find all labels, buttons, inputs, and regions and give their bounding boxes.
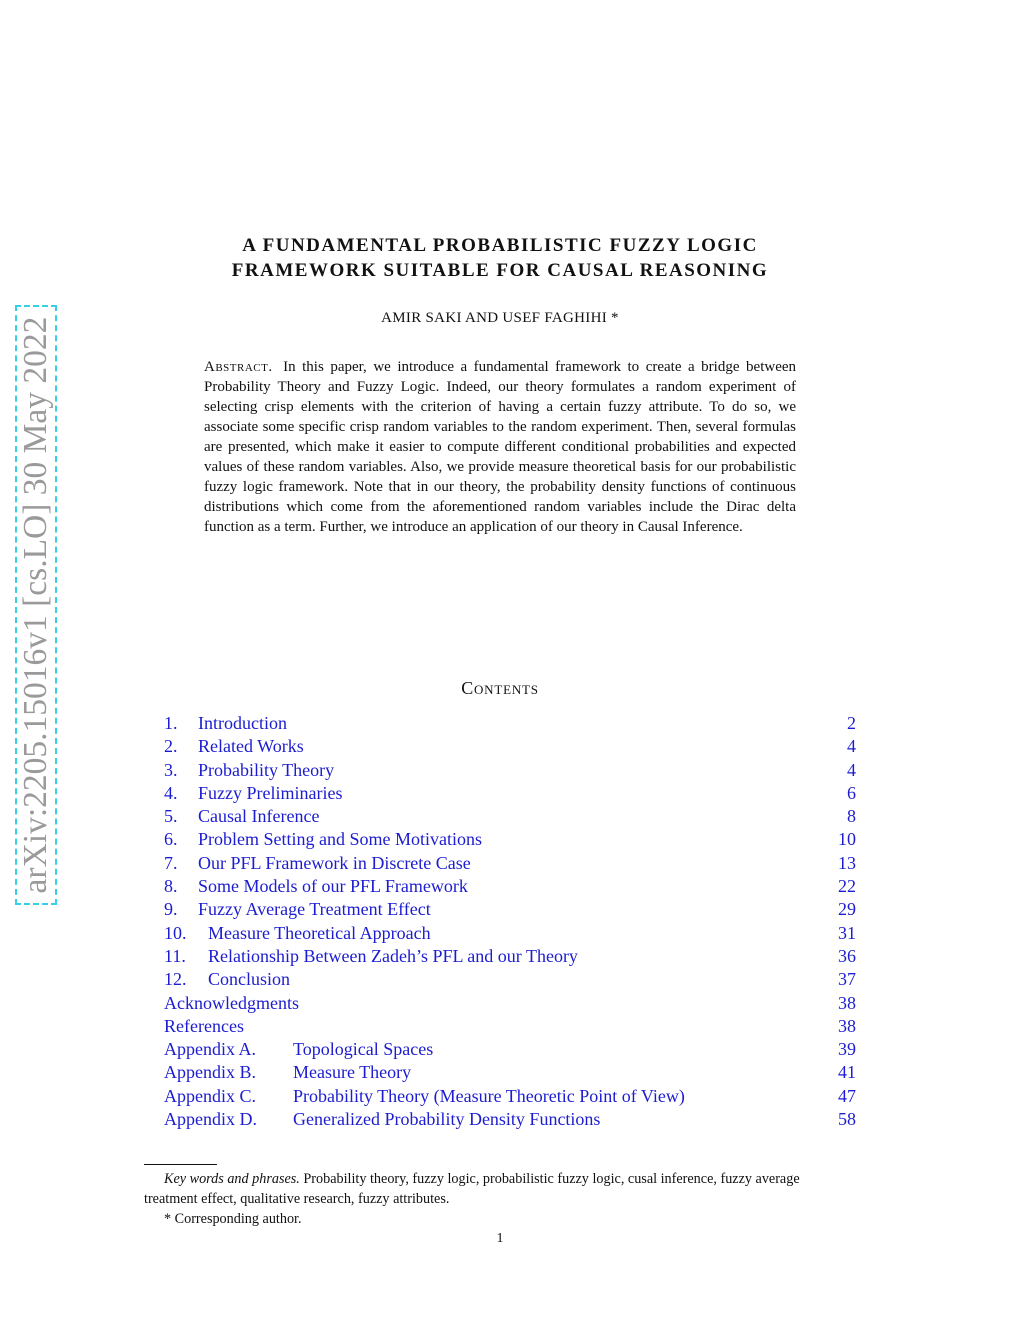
toc-entry[interactable]: [164, 922, 856, 945]
toc-entry-page[interactable]: 10: [838, 829, 856, 850]
toc-entry[interactable]: [164, 1015, 856, 1038]
footnote-corresponding: * Corresponding author.: [164, 1211, 302, 1227]
page-number: 1: [496, 1231, 504, 1246]
footnote-rule: [144, 1164, 217, 1165]
toc-entry-number[interactable]: 1.: [164, 713, 178, 733]
toc-entry[interactable]: [164, 898, 856, 921]
toc-entry-page[interactable]: 38: [838, 992, 856, 1013]
toc-entry-number[interactable]: 12.: [164, 969, 187, 990]
arxiv-watermark: [15, 305, 57, 905]
arxiv-id[interactable]: arXiv:2205.15016v1 [cs.LO] 30 May 2022: [17, 316, 54, 894]
toc-entry-page[interactable]: 6: [847, 782, 856, 803]
toc-entry-page[interactable]: 31: [838, 922, 856, 943]
toc-entry-label[interactable]: Our PFL Framework in Discrete Case: [198, 852, 471, 873]
toc-entry[interactable]: [164, 968, 856, 991]
toc-entry-label[interactable]: Measure Theory: [293, 1062, 412, 1083]
toc-entry-label[interactable]: Acknowledgments: [164, 992, 299, 1013]
toc-entry-label[interactable]: Relationship Between Zadeh’s PFL and our Theory: [208, 945, 578, 966]
toc-entry-number[interactable]: Appendix D.: [164, 1109, 257, 1130]
toc-entry-label[interactable]: Fuzzy Preliminaries: [198, 782, 343, 803]
toc-entry-label[interactable]: Topological Spaces: [293, 1039, 434, 1060]
toc-entry-label[interactable]: Probability Theory: [198, 759, 335, 780]
toc-entry-number[interactable]: 10.: [164, 922, 187, 943]
toc-entry[interactable]: [164, 945, 856, 968]
toc-entry[interactable]: [164, 712, 856, 735]
toc-entry-number[interactable]: 8.: [164, 876, 178, 897]
toc-entry-number[interactable]: 7.: [164, 852, 178, 873]
toc-entry-page[interactable]: 41: [838, 1062, 856, 1083]
toc-entry-page[interactable]: 36: [838, 945, 856, 966]
toc-entry-page[interactable]: 29: [838, 899, 856, 920]
toc-entry-number[interactable]: 2.: [164, 736, 178, 757]
toc-entry[interactable]: [164, 759, 856, 782]
keywords-text: Probability theory, fuzzy logic, probabilistic fuzzy logic, cusal inference, fuzzy average treatment effect, qualitative research, fuzzy attributes.: [144, 1171, 800, 1207]
toc-entry[interactable]: [164, 1085, 856, 1108]
toc-entry[interactable]: [164, 875, 856, 898]
toc-entry-label[interactable]: References: [164, 1015, 244, 1036]
toc-entry[interactable]: [164, 805, 856, 828]
footnotes: [144, 1169, 856, 1229]
toc-entry-page[interactable]: 58: [838, 1109, 856, 1130]
toc-entry[interactable]: [164, 1038, 856, 1061]
contents-heading: Contents: [461, 678, 539, 698]
toc-entry[interactable]: [164, 735, 856, 758]
toc-entry[interactable]: [164, 782, 856, 805]
toc-entry-page[interactable]: 13: [838, 852, 856, 873]
keywords-label: Key words and phrases.: [164, 1171, 300, 1187]
toc-entry-page[interactable]: 38: [838, 1015, 856, 1036]
toc-entry[interactable]: [164, 1061, 856, 1084]
toc-entry-page[interactable]: 39: [838, 1039, 856, 1060]
toc-entry-label[interactable]: Introduction: [198, 713, 287, 733]
toc-entry-page[interactable]: 22: [838, 876, 856, 897]
toc-entry-number[interactable]: 3.: [164, 759, 178, 780]
toc-entry-label[interactable]: Problem Setting and Some Motivations: [198, 829, 482, 850]
toc-entry-label[interactable]: Measure Theoretical Approach: [208, 922, 431, 943]
paper-title: [150, 233, 850, 283]
footnote-keywords: [144, 1169, 856, 1209]
toc-entry-page[interactable]: 47: [838, 1085, 856, 1106]
toc-entry[interactable]: [164, 852, 856, 875]
toc-entry-number[interactable]: Appendix B.: [164, 1062, 256, 1083]
toc-entry-number[interactable]: Appendix A.: [164, 1039, 256, 1060]
toc-entry-page[interactable]: 4: [847, 759, 856, 780]
toc-entry[interactable]: [164, 992, 856, 1015]
toc-entry-number[interactable]: 6.: [164, 829, 178, 850]
toc-entry-page[interactable]: 8: [847, 806, 856, 827]
abstract-text: In this paper, we introduce a fundamental framework to create a bridge between Probability Theory and Fuzzy Logic. Indeed, our theory formulates a random experiment of selecting crisp elements with the criterion of having a certain fuzzy attribute. To do so, we associate some specific crisp random variables to the random experiment. Then, several formulas are presented, which make it easier to compute different conditional probabilities and expected values of these random variables. Also, we provide measure theoretical basis for our probabilistic fuzzy logic framework. Note that in our theory, the probability density functions of continuous distributions which come from the aforementioned random variables include the Dirac delta function as a term. Further, we introduce an application of our theory in Causal Inference.: [204, 359, 797, 535]
authors: AMIR SAKI AND USEF FAGHIHI *: [381, 310, 619, 326]
toc-entry-number[interactable]: Appendix C.: [164, 1085, 256, 1106]
toc-entry-label[interactable]: Related Works: [198, 736, 304, 757]
toc-entry-page[interactable]: 37: [838, 969, 856, 990]
toc-entry-number[interactable]: 4.: [164, 782, 178, 803]
abstract-label: Abstract.: [204, 359, 273, 375]
toc-entry[interactable]: [164, 828, 856, 851]
toc-entry-label[interactable]: Causal Inference: [198, 806, 320, 827]
abstract: [204, 357, 796, 537]
toc-entry[interactable]: [164, 1108, 856, 1131]
title-line-2: FRAMEWORK SUITABLE FOR CAUSAL REASONING: [231, 260, 769, 281]
toc-entry-label[interactable]: Fuzzy Average Treatment Effect: [198, 899, 431, 920]
toc-entry-number[interactable]: 9.: [164, 899, 178, 920]
toc-entry-label[interactable]: Generalized Probability Density Functions: [293, 1109, 601, 1130]
toc-entry-number[interactable]: 5.: [164, 806, 178, 827]
toc-entry-page[interactable]: 2: [847, 713, 856, 733]
toc-entry-page[interactable]: 4: [847, 736, 856, 757]
toc-entry-label[interactable]: Conclusion: [208, 969, 291, 990]
table-of-contents: [164, 712, 856, 1131]
toc-entry-number[interactable]: 11.: [164, 945, 186, 966]
toc-entry-label[interactable]: Probability Theory (Measure Theoretic Point of View): [293, 1085, 685, 1106]
toc-entry-label[interactable]: Some Models of our PFL Framework: [198, 876, 468, 897]
title-line-1: A FUNDAMENTAL PROBABILISTIC FUZZY LOGIC: [242, 235, 758, 256]
